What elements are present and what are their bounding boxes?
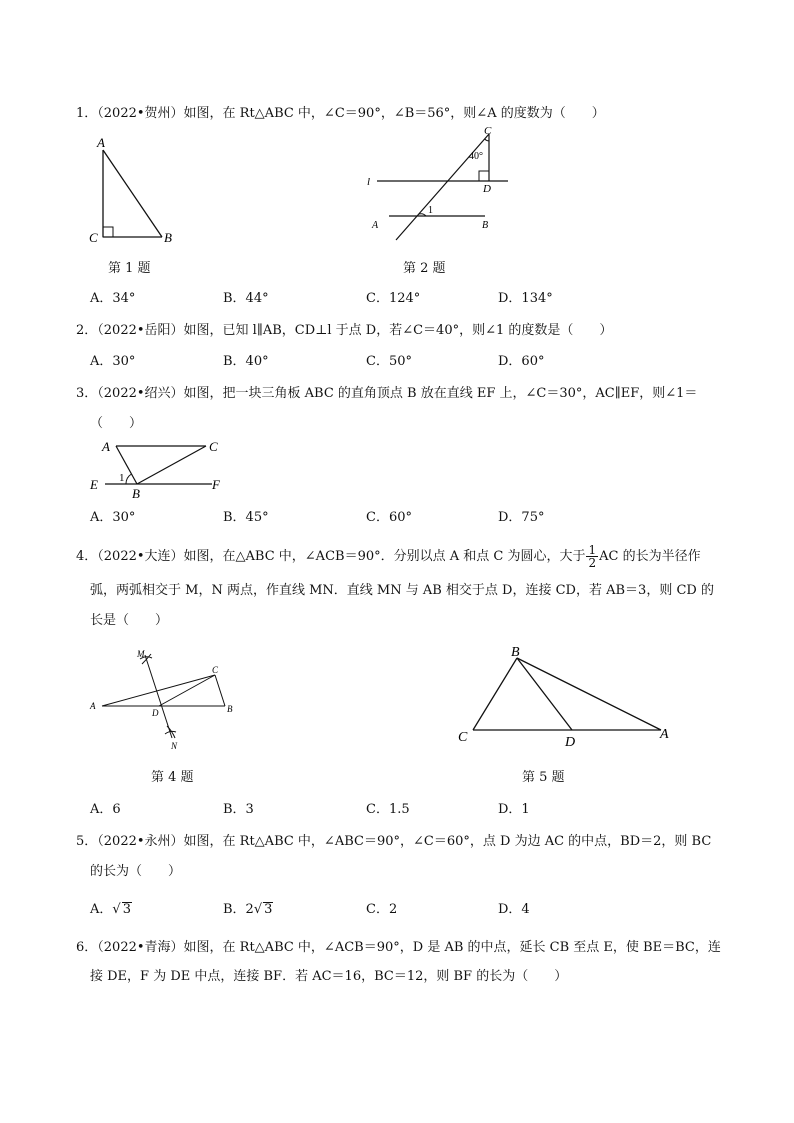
q5-option-d: D．4 [498,902,530,917]
question-number: 1． [76,106,98,121]
question-4-line2: 弧，两弧相交于 M，N 两点，作直线 MN．直线 MN 与 AB 相交于点 D，连接 CD，若 AB＝3，则 CD 的 [90,583,714,598]
q5-option-a [90,902,132,918]
q3-option-d: D．75° [498,510,545,525]
fig2-label-C: C [484,125,492,137]
fig5-label-D: D [565,735,576,750]
fig2-angle-40: 40° [469,151,483,162]
figure-3 [86,436,236,500]
question-number: 6． [76,940,98,955]
fig3-label-C: C [209,439,218,454]
sqrt-argument: 3 [264,902,273,917]
q4-option-b: B．3 [223,802,254,817]
fig4-label-B: B [227,704,233,714]
fig1-label-C: C [89,230,98,245]
fig3-label-1: 1 [119,472,125,484]
figure-2 [365,122,515,247]
q5-option-c: C．2 [366,902,398,917]
q1-option-c: C．124° [366,291,421,306]
question-4-line3: 长是（ ） [90,613,169,628]
fig3-label-E: E [90,477,98,492]
question-text-line1b: AC 的长为半径作 [599,549,701,564]
fig2-label-l: l [367,176,371,188]
q4-option-d: D．1 [498,802,530,817]
q3-option-c: C．60° [366,510,412,525]
question-4 [76,544,701,570]
option-label: A． [90,902,113,917]
question-number: 3． [76,386,98,401]
fig1-label-A: A [97,135,105,150]
fig4-caption: 第 4 题 [151,770,194,785]
question-2 [76,323,612,339]
fig4-label-D: D [152,708,159,718]
fig4-label-N: N [171,741,178,751]
q2-option-b: B．40° [223,354,269,369]
fig2-label-A: A [372,220,379,231]
fig3-label-B: B [132,486,140,501]
q1-option-a: A．34° [90,291,136,306]
question-3-line2: （ ） [90,416,143,431]
q3-option-a: A．30° [90,510,136,525]
question-number: 2． [76,323,98,338]
q2-option-c: C．50° [366,354,412,369]
fig5-caption: 第 5 题 [522,770,565,785]
q4-option-a: A．6 [90,802,121,817]
fig4-label-A: A [90,701,96,711]
q1-option-d: D．134° [498,291,553,306]
question-1 [76,106,605,122]
fraction-numerator: 1 [588,543,597,557]
fraction-one-half [586,544,598,569]
sqrt-symbol: √ [253,902,263,917]
fig5-label-A: A [660,727,669,742]
q5-option-b [223,902,273,918]
q4-option-c: C．1.5 [366,802,410,817]
question-number: 4． [76,549,98,564]
fig2-label-1: 1 [428,205,433,216]
question-text: （2022•岳阳）如图，已知 l∥AB，CD⊥l 于点 D，若∠C＝40°，则∠1 的度数是（ ） [97,323,613,338]
question-3 [76,386,697,402]
fig1-caption: 第 1 题 [108,261,151,276]
figure-5 [455,642,675,748]
figure-1 [85,130,195,250]
question-text: （2022•贺州）如图，在 Rt△ABC 中，∠C＝90°，∠B＝56°，则∠A 的度数为（ ） [97,106,605,121]
question-5 [76,834,711,850]
fig2-label-D: D [483,183,491,195]
fraction-denominator: 2 [588,556,597,570]
question-5-line2: 的长为（ ） [90,864,182,879]
question-text-line1: （2022•青海）如图，在 Rt△ABC 中，∠ACB＝90°，D 是 AB 的中点，延长 CB 至点 E，使 BE＝BC，连 [97,940,721,955]
question-number: 5． [76,834,98,849]
fig4-label-M: M [137,649,145,659]
q1-option-b: B．44° [223,291,269,306]
figure-4 [88,645,238,755]
fig2-label-B: B [482,220,489,231]
fig1-label-B: B [164,230,172,245]
fig5-label-C: C [458,730,468,745]
fig3-label-A: A [102,439,110,454]
question-text-line1: （2022•绍兴）如图，把一块三角板 ABC 的直角顶点 B 放在直线 EF 上，∠C＝30°，AC∥EF，则∠1＝ [97,386,698,401]
sqrt-symbol: √ [112,902,121,917]
q2-option-d: D．60° [498,354,545,369]
sqrt-argument: 3 [122,902,131,917]
fig2-caption: 第 2 题 [403,261,446,276]
question-text-line1a: （2022•大连）如图，在△ABC 中，∠ACB＝90°．分别以点 A 和点 C 为圆心，大于 [97,549,586,564]
fig4-label-C: C [212,665,219,675]
question-text-line1: （2022•永州）如图，在 Rt△ABC 中，∠ABC＝90°，∠C＝60°，点 D 为边 AC 的中点，BD＝2，则 BC [97,834,712,849]
fig3-label-F: F [212,477,220,492]
fig5-label-B: B [511,645,520,660]
question-6 [76,940,721,956]
option-label: B．2 [223,902,254,917]
question-6-line2: 接 DE，F 为 DE 中点，连接 BF．若 AC＝16，BC＝12，则 BF 的长为（ ） [90,969,568,984]
q2-option-a: A．30° [90,354,136,369]
q3-option-b: B．45° [223,510,269,525]
